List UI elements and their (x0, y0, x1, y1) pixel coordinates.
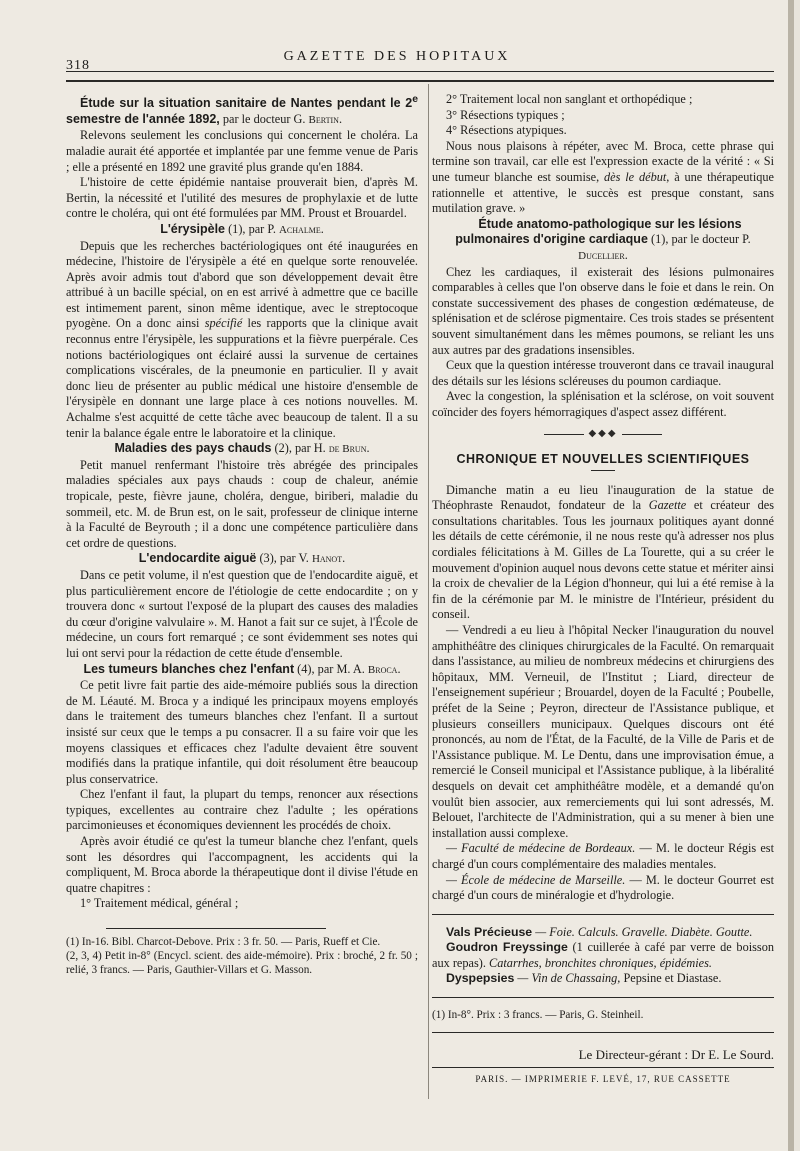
paragraph: Après avoir étudié ce qu'est la tumeur blanche chez l'enfant, quels sont les désordres qui l'accompagnent, les accidents qui la compliquent, M. Broca aborde la thérapeutique dont il divise l'étude en quatre chapitres : (66, 834, 418, 895)
paragraph: Ce petit livre fait partie des aide-mémoire publiés sous la direction de M. Léauté. M. Broca y a indiqué les principaux moyens employés dans le traitement des tumeurs blanches chez l'enfant. Il a surtout insisté sur ceux que le temps a pu consacrer. Il a su faire voir que les moyens classiques et efficaces chez l'adulte devaient être souvent modifiés dans la pratique infantile, qui doit résolument être beaucoup plus conservatrice. (66, 678, 418, 786)
paragraph: L'histoire de cette épidémie nantaise prouverait bien, d'après M. Bertin, la nécessité et l'utilité des mesures de prophylaxie et de lutte contre le choléra, qui ont été formulées par MM. Proust et Brouardel. (66, 175, 418, 221)
advertisement: Dyspepsies — Vin de Chassaing, Pepsine et Diastase. (446, 971, 722, 986)
paragraph: Ceux que la question intéresse trouveront dans ce travail inaugural des détails sur les lésions scléreuses du poumon cardiaque. (432, 358, 774, 388)
ads-rule (432, 914, 774, 915)
section-title-lesions: Étude anatomo-pathologique sur les lésions pulmonaires d'origine cardiaque (1), par le docteur P. Ducellier. (455, 216, 751, 262)
section-title-nantes: Étude sur la situation sanitaire de Nantes pendant le 2e semestre de l'année 1892, par le docteur G. Bertin. (66, 94, 418, 126)
footnote: (1) In-16. Bibl. Charcot-Debove. Prix : 3 fr. 50. — Paris, Rueff et Cie. (66, 936, 381, 949)
footnote: (1) In-8°. Prix : 3 francs. — Paris, G. Steinheil. (432, 1009, 644, 1022)
page-number: 318 (66, 58, 90, 73)
section-title-erysipele: L'érysipèle (1), par P. Achalme. (160, 221, 324, 236)
section-title-tumeurs: Les tumeurs blanches chez l'enfant (4), par M. A. Broca. (83, 661, 401, 676)
header-rule-thin (66, 71, 774, 72)
paragraph: Dans ce petit volume, il n'est question que de l'endocardite aiguë, et plus particulièrement encore de l'étiologie de cette endocardite ; on y trouvera donc « surtout l'exposé de la plupart des causes des maladies du cœur d'origine valvulaire ». M. Hanot a fait sur ce sujet, à l'École de médecine, un cours fort remarqué ; ce sont évidemment ses notes qui lui ont servi pour la rédaction de cette étude d'ensemble. (66, 567, 418, 660)
signature-rule (432, 1032, 774, 1033)
right-column (432, 92, 774, 1087)
title-rule (591, 470, 615, 471)
section-title-pays-chauds: Maladies des pays chauds (2), par H. de Brun. (114, 441, 370, 456)
section-title-endocardite: L'endocardite aiguë (3), par V. Hanot. (138, 551, 346, 566)
advertisement: Vals Précieuse — Foie. Calculs. Gravelle. Diabète. Goutte. (446, 924, 753, 939)
paragraph: Depuis que les recherches bactériologiques ont été inaugurées en médecine, l'histoire de l'érysipèle a été en quelque sorte renouvelée. Après avoir admis tout d'abord que son développement devait être attribué à un bacille spécial, on en est arrivé à admettre que ce bacille est intimement parent, sinon même identique, avec le streptocoque pyogène. On a donc ainsi spécifié les rapports que la clinique avait reconnus entre l'érysipèle, les suppurations et la fièvre puerpérale. Ces notions bactériologiques ont éclairé aussi la survenue de certaines complications viscérales, de la pneumonie en particulier. Il y avait donc lieu de présenter au public médical une histoire d'ensemble de l'érysipèle en donnant une large place à ces notions nouvelles. M. Achalme s'est acquitté de cette tâche avec beaucoup de talent. Il a su tenir la balance égale entre le laboratoire et la clinique. (66, 238, 419, 440)
list-item: 2° Traitement local non sanglant et orthopédique ; (446, 92, 693, 106)
header-rule-thick (66, 80, 774, 82)
list-item: 4° Résections atypiques. (446, 123, 567, 138)
page-edge (788, 0, 794, 1151)
footnote-rule (106, 928, 326, 929)
footnotes (66, 935, 418, 977)
list-item: 1° Traitement médical, général ; (80, 896, 239, 911)
ornament-divider: ◆◆◆ (432, 426, 774, 442)
left-column (66, 92, 418, 977)
paragraph: Relevons seulement les conclusions qui concernent le choléra. La maladie aurait été apportée et implantée par une femme venue de Paris ; elle a présenté en 1892 une gravité plus grande qu'en 1884. (66, 128, 418, 174)
column-separator (428, 84, 429, 1099)
chronique-title: CHRONIQUE ET NOUVELLES SCIENTIFIQUES (456, 452, 750, 467)
imprint-rule (432, 1067, 774, 1068)
paragraph: Petit manuel renfermant l'histoire très abrégée des principales maladies spéciales aux pays chauds : coup de chaleur, anémie tropicale, peste, fièvre jaune, choléra, dengue, biriberi, maladie du sommeil, etc. M. de Brun est, on le sait, professeur de clinique interne à la Faculté de Beyrouth ; il a donc une compétence particulière dans cet ordre de questions. (66, 457, 418, 550)
paragraph: Nous nous plaisons à répéter, avec M. Broca, cette phrase qui termine son travail, car elle est l'expression exacte de la vérité : « Si une tumeur blanche est soumise, dès le début, à une thérapeutique rationnelle et attentive, le succès est presque constant, sans mutilation grave. » (432, 138, 774, 216)
paragraph: Dimanche matin a eu lieu l'inauguration de la statue de Théophraste Renaudot, fondateur de la Gazette et créateur des consultations charitables. Tous les journaux politiques ayant donné les détails de cette cérémonie, il ne nous reste qu'à adresser nos plus cordiales félicitations à M. Gilles de La Tourette, qui a su créer le mouvement d'opinion auquel nous devons cette statue et mériter ainsi la croix de chevalier de la Légion d'honneur, qui lui a été remise à la fin de la cérémonie par M. le ministre de l'Intérieur, président du conseil. (432, 482, 775, 622)
paragraph: — École de médecine de Marseille. — M. le docteur Gourret est chargé d'un cours de minéralogie et d'hydrologie. (432, 872, 774, 903)
footnote-rule (432, 997, 774, 998)
footnotes (432, 1008, 774, 1022)
running-title: GAZETTE DES HOPITAUX (283, 49, 511, 64)
advertisement: Goudron Freyssinge (1 cuillerée à café par verre de boisson aux repas). Catarrhes, bronchites chroniques, épidémies. (432, 940, 774, 970)
imprint: PARIS. — IMPRIMERIE F. LEVÉ, 17, RUE CASSETTE (475, 1073, 731, 1084)
paragraph: Avec la congestion, la splénisation et la sclérose, on voit souvent coïncider des foyers hémorragiques d'aspect assez différent. (432, 389, 774, 419)
footnote: (2, 3, 4) Petit in-8° (Encycl. scient. des aide-mémoire). Prix : broché, 2 fr. 50 ; relié, 3 francs. — Paris, Gauthier-Villars et G. Masson. (66, 950, 418, 977)
signature: Le Directeur-gérant : Dr E. Le Sourd. (578, 1047, 774, 1063)
paragraph: Chez les cardiaques, il existerait des lésions pulmonaires comparables à celles que l'on observe dans le foie et dans le rein. On constate successivement des phases de congestion œdémateuse, de splénisation et de sclérose pigmentaire. Ces trois stades se présentent souvent simultanément dans les mêmes poumons, se reliant les uns aux autres par des gradations insensibles. (432, 264, 774, 357)
paragraph: — Vendredi a eu lieu à l'hôpital Necker l'inauguration du nouvel amphithéâtre des cliniques chirurgicales de la Faculté. On remarquait dans l'assistance, au milieu de nombreux médecins et chirurgiens des hôpitaux, MM. Verneuil, de l'Institut ; Liard, directeur de l'enseignement supérieur ; Brouardel, doyen de la Faculté ; Poubelle, préfet de la Seine ; Peyron, directeur de l'Assistance publique, et plusieurs conseillers municipaux. Quelques discours ont été prononcés, au nom de l'État, de la Faculté, de la Ville de Paris et de l'Assistance publique. M. Le Dentu, dans une improvisation émue, a remercié le Conseil municipal et l'Assistance publique, à la libéralité desquels on devait cet amphithéâtre modèle, et a demandé qu'on voulût bien associer, aux remerciements qui lui sont adressés, M. Belouet, l'architecte de l'Administration, qui a su mener à bien une installation aussi complexe. (432, 623, 774, 840)
list-item: 3° Résections typiques ; (446, 107, 565, 122)
paragraph: Chez l'enfant il faut, la plupart du temps, renoncer aux résections typiques, excellentes au contraire chez l'adulte ; les opérations parcimonieuses et économiques deviennent les procédés de choix. (66, 787, 418, 833)
paragraph: — Faculté de médecine de Bordeaux. — M. le docteur Régis est chargé d'un cours complémentaire des maladies mentales. (432, 841, 774, 871)
